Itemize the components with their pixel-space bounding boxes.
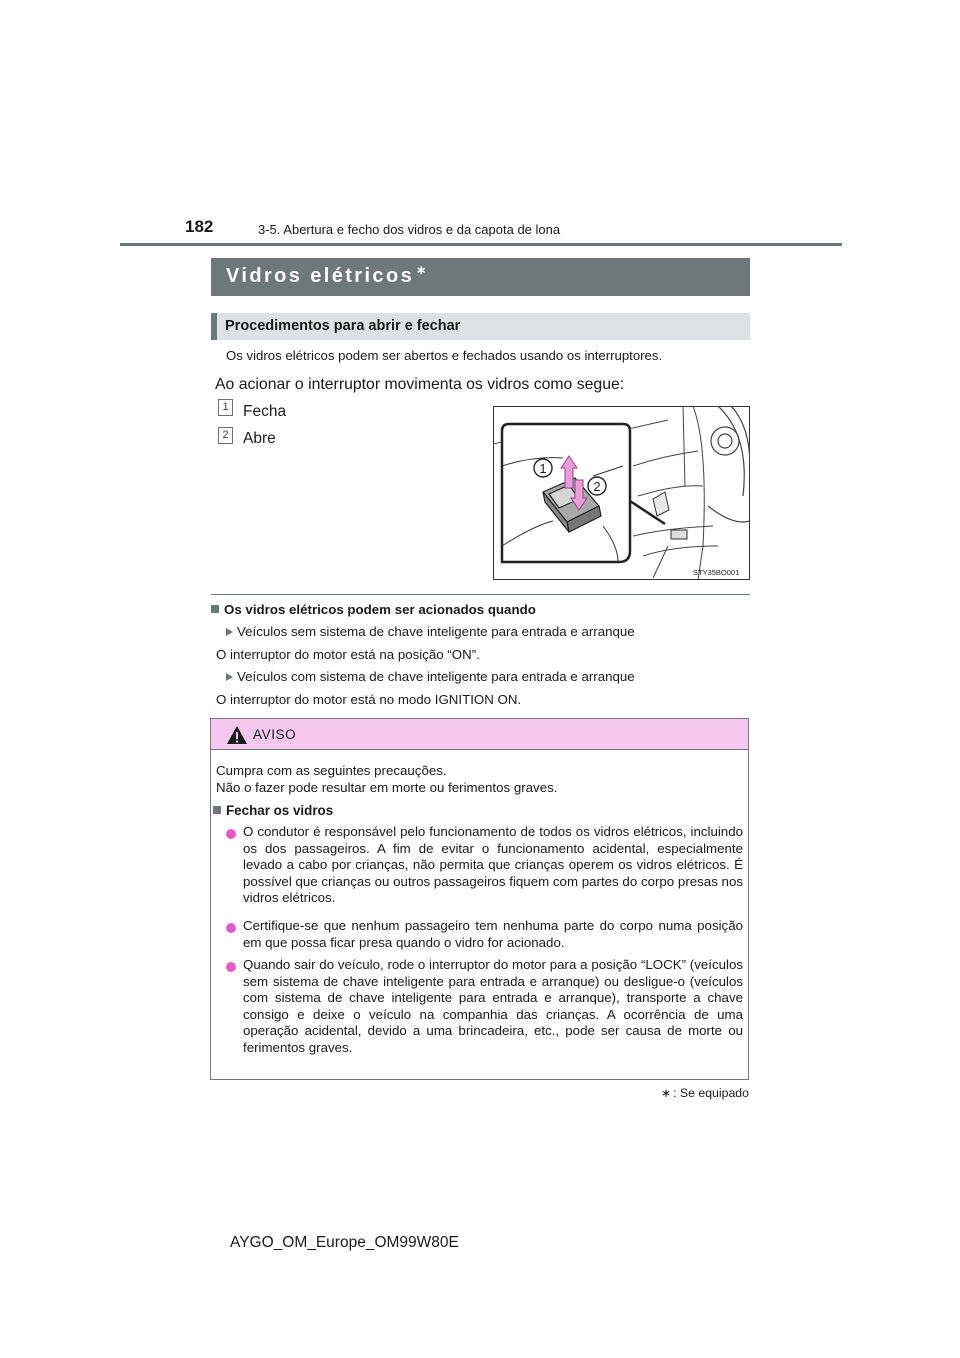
square-bullet-icon <box>211 605 219 613</box>
warning-bullet-2: Certifique-se que nenhum passageiro tem nenhuma parte do corpo numa posição em que possa ficar presa quando o vidro for acionado. <box>243 918 743 950</box>
item-number-1: 1 <box>218 399 233 416</box>
page-title-text: Vidros elétricos <box>226 265 415 287</box>
warning-subheading <box>213 803 333 818</box>
section-title: 3-5. Abertura e fecho dos vidros e da capota de lona <box>258 222 561 237</box>
warning-subheading-text: Fechar os vidros <box>226 803 334 818</box>
warning-intro <box>216 763 741 796</box>
round-bullet-icon <box>226 829 236 839</box>
document-footer: AYGO_OM_Europe_OM99W80E <box>230 1234 459 1251</box>
condition-2-vehicle <box>226 669 635 684</box>
intro-text: Os vidros elétricos podem ser abertos e fechados usando os interruptores. <box>226 348 663 363</box>
conditions-heading-text: Os vidros elétricos podem ser acionados quando <box>224 602 536 617</box>
warning-triangle-icon <box>226 725 248 745</box>
subheading-accent <box>211 313 217 340</box>
subheading: Procedimentos para abrir e fechar <box>225 318 461 334</box>
condition-1-vehicle <box>226 624 635 639</box>
window-switch-illustration <box>493 406 750 580</box>
square-bullet-icon <box>213 806 221 814</box>
page-title <box>226 265 426 288</box>
condition-2-vehicle-text: Veículos com sistema de chave inteligente para entrada e arranque <box>237 669 635 684</box>
warning-intro-line-2: Não o fazer pode resultar em morte ou ferimentos graves. <box>216 779 558 795</box>
optional-marker: ∗ <box>416 263 427 277</box>
item-number-2: 2 <box>218 427 233 444</box>
item-label-close: Fecha <box>243 403 287 420</box>
triangle-bullet-icon <box>226 673 233 681</box>
warning-intro-line-1: Cumpra com as seguintes precauções. <box>216 763 447 778</box>
page-number: 182 <box>185 217 214 236</box>
action-text: Ao acionar o interruptor movimenta os vidros como segue: <box>215 376 625 393</box>
triangle-bullet-icon <box>226 628 233 636</box>
item-label-open: Abre <box>243 430 276 447</box>
callout-1: 1 <box>539 461 547 476</box>
footnote <box>661 1086 749 1100</box>
footnote-text: : Se equipado <box>673 1086 749 1100</box>
round-bullet-icon <box>226 962 236 972</box>
figure-code: STY35BO001 <box>693 568 740 577</box>
footnote-marker: ∗ <box>661 1086 672 1100</box>
info-rule <box>211 594 750 595</box>
header-rule <box>120 243 842 246</box>
condition-2-text: O interruptor do motor está no modo IGNITION ON. <box>216 692 522 707</box>
condition-1-vehicle-text: Veículos sem sistema de chave inteligente para entrada e arranque <box>237 624 635 639</box>
round-bullet-icon <box>226 923 236 933</box>
callout-2: 2 <box>593 479 601 494</box>
conditions-heading <box>211 602 536 617</box>
warning-label: AVISO <box>253 727 297 742</box>
warning-bullet-1: O condutor é responsável pelo funcionamento de todos os vidros elétricos, incluindo os dos passageiros. A fim de evitar o funcionamento acidental, especialmente levado a cabo por crianças, não permita que crianças operem os vidros elétricos. É possível que crianças ou outros passageiros fiquem com partes do corpo presas nos vidros elétricos. <box>243 824 743 905</box>
warning-bullet-3: Quando sair do veículo, rode o interruptor do motor para a posição “LOCK” (veículos sem sistema de chave inteligente para entrada e arranque) ou desligue-o (veículos com sistema de chave inteligente para entrada e arranque), transporte a chave consigo e deixe o veículo na companhia das crianças. A ocorrência de uma operação acidental, devido a uma brincadeira, etc., pode ser causa de morte ou ferimentos graves. <box>243 957 743 1055</box>
condition-1-text: O interruptor do motor está na posição “ON”. <box>216 647 480 662</box>
